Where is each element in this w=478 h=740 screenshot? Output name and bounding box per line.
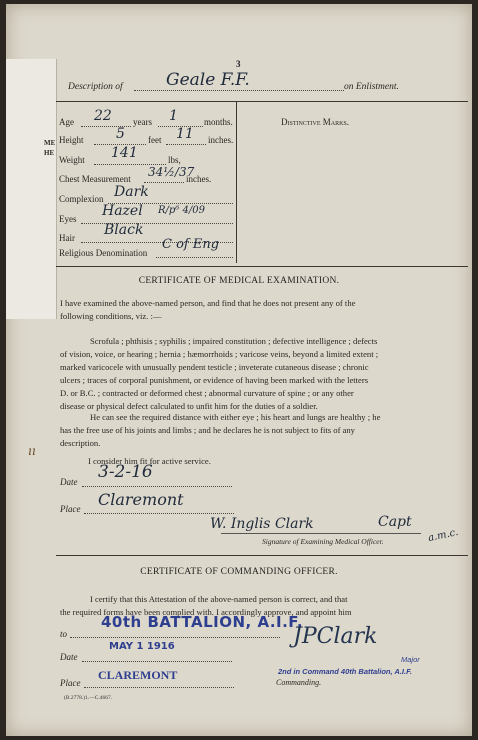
distinctive-marks-label: Distinctive Marks. — [281, 117, 350, 127]
commanding-place-label: Place — [60, 678, 81, 688]
inches-label: inches. — [208, 135, 234, 145]
text-line: I certify that this Attestation of the above-named person is correct, and that — [90, 594, 348, 604]
commanding-place-line — [84, 687, 234, 688]
unit-stamp: 40th BATTALION, A.I.F. — [101, 613, 304, 631]
medical-date-line — [82, 486, 232, 487]
commanding-date-label: Date — [60, 652, 78, 662]
medical-sight — [60, 411, 465, 450]
medical-date-label: Date — [60, 477, 78, 487]
text-line: ulcers ; traces of corporal punishment, or evidence of having been marked with the letters — [60, 375, 369, 385]
text-line: has the free use of his joints and limbs ; and he declares he is not subject to fits of any — [60, 425, 355, 435]
medical-officer-rank: Capt — [378, 514, 412, 530]
frame-divider — [236, 101, 237, 263]
margin-note: ME — [44, 139, 56, 147]
complexion-value: Dark — [114, 184, 149, 200]
medical-heading: CERTIFICATE OF MEDICAL EXAMINATION. — [138, 276, 340, 286]
text-line: I have examined the above-named person, and find that he does not present any of the — [60, 298, 356, 308]
eyes-value: Hazel — [102, 203, 143, 219]
chest-unit: inches. — [186, 174, 212, 184]
chest-value: 34½/37 — [148, 165, 195, 179]
height-inches: 11 — [176, 126, 194, 142]
text-line: D. or B.C. ; contracted or deformed chest ; abnormal curvature of spine ; or any other — [60, 388, 354, 398]
religion-line — [156, 257, 233, 258]
stamp-role: 2nd in Command 40th Battalion, A.I.F. — [278, 667, 412, 676]
weight-value: 141 — [111, 145, 138, 161]
margin-note: HE — [44, 149, 55, 157]
stamp-rank: Major — [401, 655, 420, 664]
hair-value: Black — [104, 222, 144, 238]
text-line: He can see the required distance with either eye ; his heart and lungs are healthy ; he — [90, 412, 381, 422]
age-label: Age — [59, 117, 74, 127]
medical-officer-signature: W. Inglis Clark — [210, 516, 314, 532]
commanding-heading: CERTIFICATE OF COMMANDING OFFICER. — [140, 567, 338, 577]
enlistment-label: on Enlistment. — [344, 82, 399, 92]
weight-label: Weight — [59, 155, 85, 165]
medical-officer-corps: a.m.c. — [427, 526, 460, 545]
eyes-label: Eyes — [59, 214, 77, 224]
form-code: (B.2778.)1.—C.4667. — [64, 695, 113, 701]
frame-top — [56, 101, 468, 102]
date-stamp: MAY 1 1916 — [109, 641, 175, 652]
religion-label: Religious Denomination — [59, 248, 148, 258]
margin-marks: ıı — [28, 444, 36, 458]
feet-label: feet — [148, 135, 162, 145]
section-divider — [56, 266, 468, 267]
to-line — [70, 637, 280, 638]
text-line: description. — [60, 438, 101, 448]
text-line: of vision, voice, or hearing ; hernia ; hæmorrhoids ; varicose veins, beyond a limited extent ; — [60, 349, 379, 359]
lbs-label: lbs, — [168, 155, 181, 165]
commanding-date-line — [82, 661, 232, 662]
medical-date-value: 3-2-16 — [98, 462, 153, 482]
medical-intro — [60, 297, 465, 323]
height-label: Height — [59, 135, 84, 145]
medical-place-label: Place — [60, 504, 81, 514]
page-number: 3 — [236, 59, 241, 69]
text-line: Scrofula ; phthisis ; syphilis ; impaired constitution ; defective intelligence ; defects — [90, 336, 378, 346]
complexion-label: Complexion — [59, 194, 104, 204]
chest-label: Chest Measurement — [59, 174, 131, 184]
section-divider — [56, 555, 468, 556]
religion-value: C of Eng — [162, 237, 220, 252]
years-label: years — [133, 117, 152, 127]
text-line: following conditions, viz. :— — [60, 311, 162, 321]
commanding-officer-signature: JPClark — [293, 624, 378, 649]
medical-place-line — [84, 513, 234, 514]
age-years: 22 — [94, 108, 112, 124]
text-line: the required forms have been complied with. I accordingly approve, and appoint him — [60, 607, 352, 617]
signature-line — [221, 533, 421, 534]
chest-line — [144, 182, 184, 183]
name-line — [134, 90, 344, 91]
medical-conditions — [60, 335, 465, 413]
text-line: disease or physical defect calculated to unfit him for the duties of a soldier. — [60, 401, 318, 411]
signature-caption: Signature of Examining Medical Officer. — [262, 537, 384, 546]
age-months: 1 — [169, 108, 178, 124]
months-label: months. — [204, 117, 233, 127]
eyes-note: R/p⁶ 4/09 — [158, 205, 205, 216]
commanding-label: Commanding. — [276, 678, 322, 687]
fit-statement: I consider him fit for active service. — [88, 456, 211, 466]
attestation-page — [6, 4, 472, 736]
height-feet: 5 — [116, 126, 125, 142]
hair-label: Hair — [59, 233, 75, 243]
height-inches-line — [166, 144, 206, 145]
text-line: marked varicocele with unusually pendent testicle ; inveterate cutaneous disease ; chronic — [60, 362, 369, 372]
place-stamp: CLAREMONT — [98, 668, 178, 682]
description-label: Description of — [68, 82, 123, 92]
recruit-name: Geale F.F. — [166, 70, 250, 90]
to-label: to — [60, 629, 68, 639]
medical-place-value: Claremont — [98, 490, 184, 509]
